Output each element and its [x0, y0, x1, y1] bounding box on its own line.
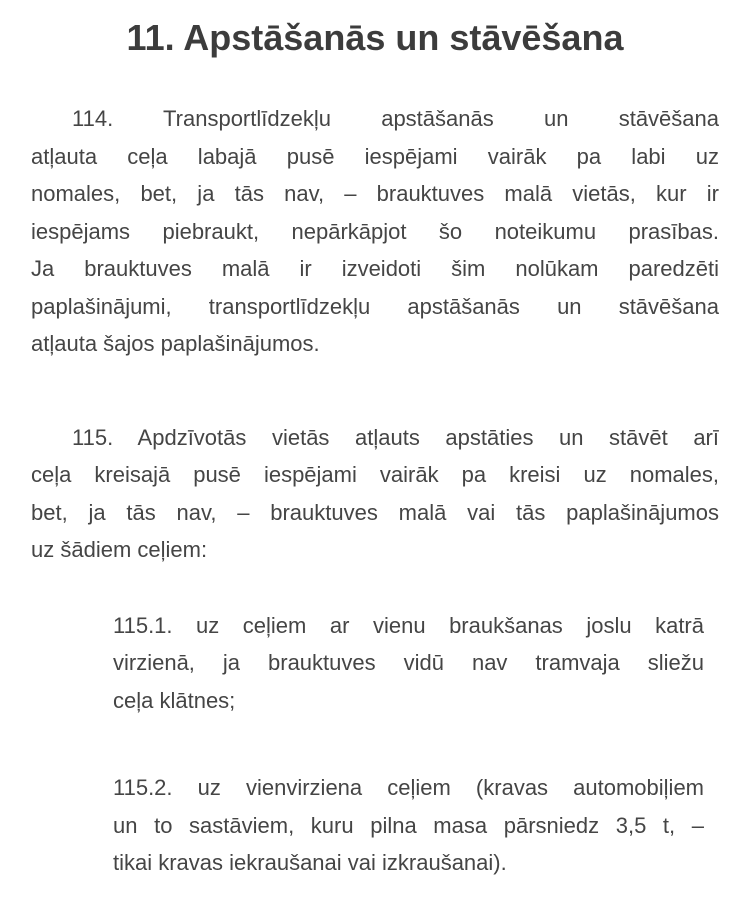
- text-line: nomales, bet, ja tās nav, – brauktuves malā vietās, kur ir: [31, 181, 719, 206]
- paragraph-115-2: [113, 769, 704, 882]
- text-line: 115.2. uz vienvirziena ceļiem (kravas automobiļiem: [113, 775, 704, 800]
- paragraph-115-1: [113, 607, 704, 720]
- text-line: atļauta šajos paplašinājumos.: [31, 331, 320, 356]
- text-line: paplašinājumi, transportlīdzekļu apstāšanās un stāvēšana: [31, 293, 719, 319]
- text-line: atļauta ceļa labajā pusē iespējami vairāk pa labi uz: [31, 143, 719, 169]
- text-line: 114. Transportlīdzekļu apstāšanās un stāvēšana: [72, 106, 719, 131]
- text-line: Ja brauktuves malā ir izveidoti šim nolūkam paredzēti: [31, 256, 719, 281]
- text-line: bet, ja tās nav, – brauktuves malā vai tās paplašinājumos: [31, 499, 719, 525]
- text-line: ceļa klātnes;: [113, 687, 236, 713]
- text-line: un to sastāviem, kuru pilna masa pārsniedz 3,5 t, –: [113, 812, 704, 838]
- text-line: iespējams piebraukt, nepārkāpjot šo noteikumu prasības.: [31, 218, 719, 244]
- paragraph-114: [31, 100, 719, 363]
- paragraph-115: [31, 419, 719, 569]
- text-line: uz šādiem ceļiem:: [31, 537, 208, 562]
- text-line: 115. Apdzīvotās vietās atļauts apstāties un stāvēt arī: [72, 424, 719, 450]
- text-line: virzienā, ja brauktuves vidū nav tramvaja sliežu: [113, 650, 704, 675]
- text-line: tikai kravas iekraušanai vai izkraušanai).: [113, 850, 507, 875]
- section-title: 11. Apstāšanās un stāvēšana: [126, 17, 624, 58]
- text-line: 115.1. uz ceļiem ar vienu braukšanas joslu katrā: [113, 612, 704, 638]
- text-line: ceļa kreisajā pusē iespējami vairāk pa kreisi uz nomales,: [31, 462, 719, 487]
